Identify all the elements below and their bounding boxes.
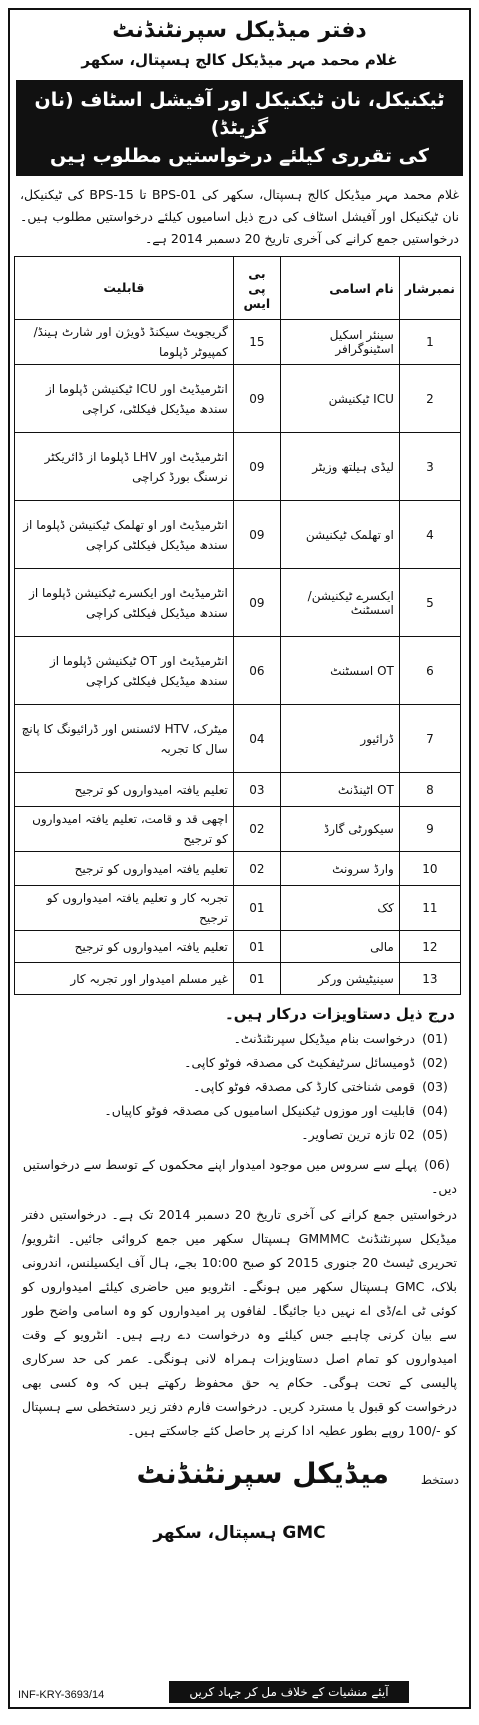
row-qualification: تعلیم یافتہ امیدواروں کو ترجیح [15,931,234,963]
row-bps: 09 [233,365,280,433]
row-serial: 10 [399,852,460,886]
item-number: (01) [422,1031,448,1046]
advertisement-page [8,8,471,1709]
table-row [15,931,461,963]
table-row [15,569,461,637]
item-number: (04) [422,1103,448,1118]
list-item [24,1099,455,1123]
item-number: (05) [422,1127,448,1142]
table-row [15,852,461,886]
row-serial: 1 [399,320,460,365]
row-serial: 4 [399,501,460,569]
row-post-name: سینیٹیشن ورکر [280,963,399,995]
row-qualification: انٹرمیڈیٹ اور OT ٹیکنیشن ڈپلوما از سندھ میڈیکل فیکلٹی کراچی [15,637,234,705]
terms-paragraph: درخواستیں جمع کرانے کی آخری تاریخ 20 دسمبر 2014 تک ہے۔ درخواستیں دفتر میڈیکل سپرنٹنڈنٹ GMMMC ہسپتال سکھر میں جمع کروائی جائیں۔ انٹرویو/تحریری ٹیسٹ 20 جنوری 2015 کو صبح 10:00 بجے، ہال آف ایکسیلنس، اندرونی بلاک، GMC ہسپتال سکھر میں ہونگے۔ انٹرویو میں حاضری کیلئے امیدواروں کو کوئی ٹی اے/ڈی اے نہیں دیا جائیگا۔ لفافوں پر امیدواروں کو وہ اسامی واضح طور سے بیان کرنی چاہیے جس کیلئے وہ درخواست دے رہے ہیں۔ انٹرویو کے وقت امیدواروں کو تمام اصل دستاویزات ہمراہ لانی ہونگی۔ عمر کی حد سرکاری پالیسی کے تحت ہوگی۔ حکام یہ حق محفوظ رکھتے ہیں کہ وہ کسی بھی درخواست کو قبول یا مسترد کریں۔ درخواست فارم دفتر زیر دستخطی سے ہسپتال کو -/100 روپے بطور عطیہ ادا کرنے پر حاصل کئے جاسکتے ہیں۔ [22,1207,457,1438]
title-banner [16,80,463,176]
header-serial: نمبرشار [399,257,460,320]
table-header-row [15,257,461,320]
row-post-name: ڈرائیور [280,705,399,773]
item-text: درخواست بنام میڈیکل سپرنٹنڈنٹ۔ [233,1031,415,1046]
table-row [15,365,461,433]
row-qualification: انٹرمیڈیٹ اور LHV ڈپلوما از ڈائریکٹر نرسنگ بورڈ کراچی [15,433,234,501]
footer [10,1675,469,1707]
note-number: (06) [424,1157,450,1172]
row-bps: 04 [233,705,280,773]
table-row [15,501,461,569]
header-post-name: نام اسامی [280,257,399,320]
row-post-name: کک [280,886,399,931]
row-serial: 2 [399,365,460,433]
table-row [15,433,461,501]
row-qualification: اچھی قد و قامت، تعلیم یافتہ امیدواروں کو ترجیح [15,807,234,852]
intro-paragraph: غلام محمد مہر میڈیکل کالج ہسپتال، سکھر کی BPS-01 تا BPS-15 کی ٹیکنیکل، نان ٹیکنیکل اور آفیشل اسٹاف کی درج ذیل اسامیوں کیلئے درخواستیں مطلوب ہیں۔ درخواستیں جمع کرانے کی آخری تاریخ 20 دسمبر 2014 ہے۔ [20,187,460,246]
row-bps: 09 [233,569,280,637]
row-post-name: مالی [280,931,399,963]
table-row [15,773,461,807]
row-qualification: غیر مسلم امیدوار اور تجربہ کار [15,963,234,995]
list-item [24,1051,455,1075]
row-serial: 12 [399,931,460,963]
list-item [24,1123,455,1147]
row-bps: 01 [233,886,280,931]
row-serial: 13 [399,963,460,995]
row-bps: 03 [233,773,280,807]
item-text: ڈومیسائل سرٹیفکیٹ کی مصدقہ فوٹو کاپی۔ [184,1055,415,1070]
documents-heading: درج ذیل دستاویزات درکار ہیں۔ [225,1005,455,1023]
row-bps: 06 [233,637,280,705]
row-serial: 3 [399,433,460,501]
row-post-name: او تھلمک ٹیکنیشن [280,501,399,569]
item-text: قومی شناختی کارڈ کی مصدقہ فوٹو کاپی۔ [193,1079,415,1094]
row-serial: 6 [399,637,460,705]
row-bps: 15 [233,320,280,365]
item-number: (03) [422,1079,448,1094]
row-post-name: ICU ٹیکنیشن [280,365,399,433]
row-bps: 01 [233,931,280,963]
row-post-name: ایکسرے ٹیکنیشن/ اسسٹنٹ [280,569,399,637]
table-row [15,637,461,705]
row-qualification: میٹرک، HTV لائسنس اور ڈرائیونگ کا پانچ سال کا تجربہ [15,705,234,773]
list-item [24,1027,455,1051]
header-bps: بی پی ایس [233,257,280,320]
row-qualification: تجربہ کار و تعلیم یافتہ امیدواروں کو ترجیح [15,886,234,931]
item-text: 02 تازہ ترین تصاویر۔ [301,1127,415,1142]
signature-subtitle: GMC ہسپتال، سکھر [153,1523,326,1543]
row-bps: 09 [233,501,280,569]
item-text: قابلیت اور موزوں ٹیکنیکل اسامیوں کی مصدقہ فوٹو کاپیاں۔ [104,1103,415,1118]
banner-line-2: کی تقرری کیلئے درخواستیں مطلوب ہیں [50,145,429,167]
row-qualification: تعلیم یافتہ امیدواروں کو ترجیح [15,773,234,807]
signature-title: میڈیکل سپرنٹنڈنٹ [136,1457,389,1490]
hospital-heading: غلام محمد مہر میڈیکل کالج ہسپتال، سکھر [81,51,398,69]
table-row [15,886,461,931]
note-text: پہلے سے سروس میں موجود امیدوار اپنے محکموں کے توسط سے درخواستیں دیں۔ [22,1157,457,1196]
row-serial: 5 [399,569,460,637]
row-qualification: انٹرمیڈیٹ اور او تھلمک ٹیکنیشن ڈپلوما از سندھ میڈیکل فیکلٹی کراچی [15,501,234,569]
list-item [24,1075,455,1099]
row-serial: 8 [399,773,460,807]
row-serial: 7 [399,705,460,773]
table-row [15,807,461,852]
banner-line-1: ٹیکنیکل، نان ٹیکنیکل اور آفیشل اسٹاف (نان گزیٹڈ) [34,89,445,139]
header-qualification: قابلیت [15,257,234,320]
row-bps: 09 [233,433,280,501]
signature-block [10,1451,469,1521]
row-bps: 02 [233,852,280,886]
row-bps: 01 [233,963,280,995]
row-bps: 02 [233,807,280,852]
row-post-name: OT اسسٹنٹ [280,637,399,705]
row-post-name: سیکورٹی گارڈ [280,807,399,852]
anti-drug-slogan: آیئے منشیات کے خلاف مل کر جہاد کریں [169,1681,409,1703]
office-heading: دفتر میڈیکل سپرنٹنڈنٹ [112,18,367,43]
vacancies-table [14,256,461,995]
row-qualification: انٹرمیڈیٹ اور ICU ٹیکنیشن ڈپلوما از سندھ میڈیکل فیکلٹی، کراچی [15,365,234,433]
reference-number: INF-KRY-3693/14 [18,1689,105,1701]
table-row [15,320,461,365]
in-service-note [10,1147,469,1201]
row-post-name: لیڈی ہیلتھ وزیٹر [280,433,399,501]
row-post-name: سینئر اسکیل اسٹینوگرافر [280,320,399,365]
table-row [15,963,461,995]
row-qualification: تعلیم یافتہ امیدواروں کو ترجیح [15,852,234,886]
item-number: (02) [422,1055,448,1070]
row-post-name: وارڈ سرونٹ [280,852,399,886]
row-qualification: انٹرمیڈیٹ اور ایکسرے ٹیکنیشن ڈپلوما از سندھ میڈیکل فیکلٹی کراچی [15,569,234,637]
row-post-name: OT اٹینڈنٹ [280,773,399,807]
table-row [15,705,461,773]
row-qualification: گریجویٹ سیکنڈ ڈویژن اور شارٹ ہینڈ/کمپیوٹر ڈپلوما [15,320,234,365]
row-serial: 11 [399,886,460,931]
row-serial: 9 [399,807,460,852]
documents-list [10,1027,469,1147]
signature-label: دستخط [420,1473,459,1487]
